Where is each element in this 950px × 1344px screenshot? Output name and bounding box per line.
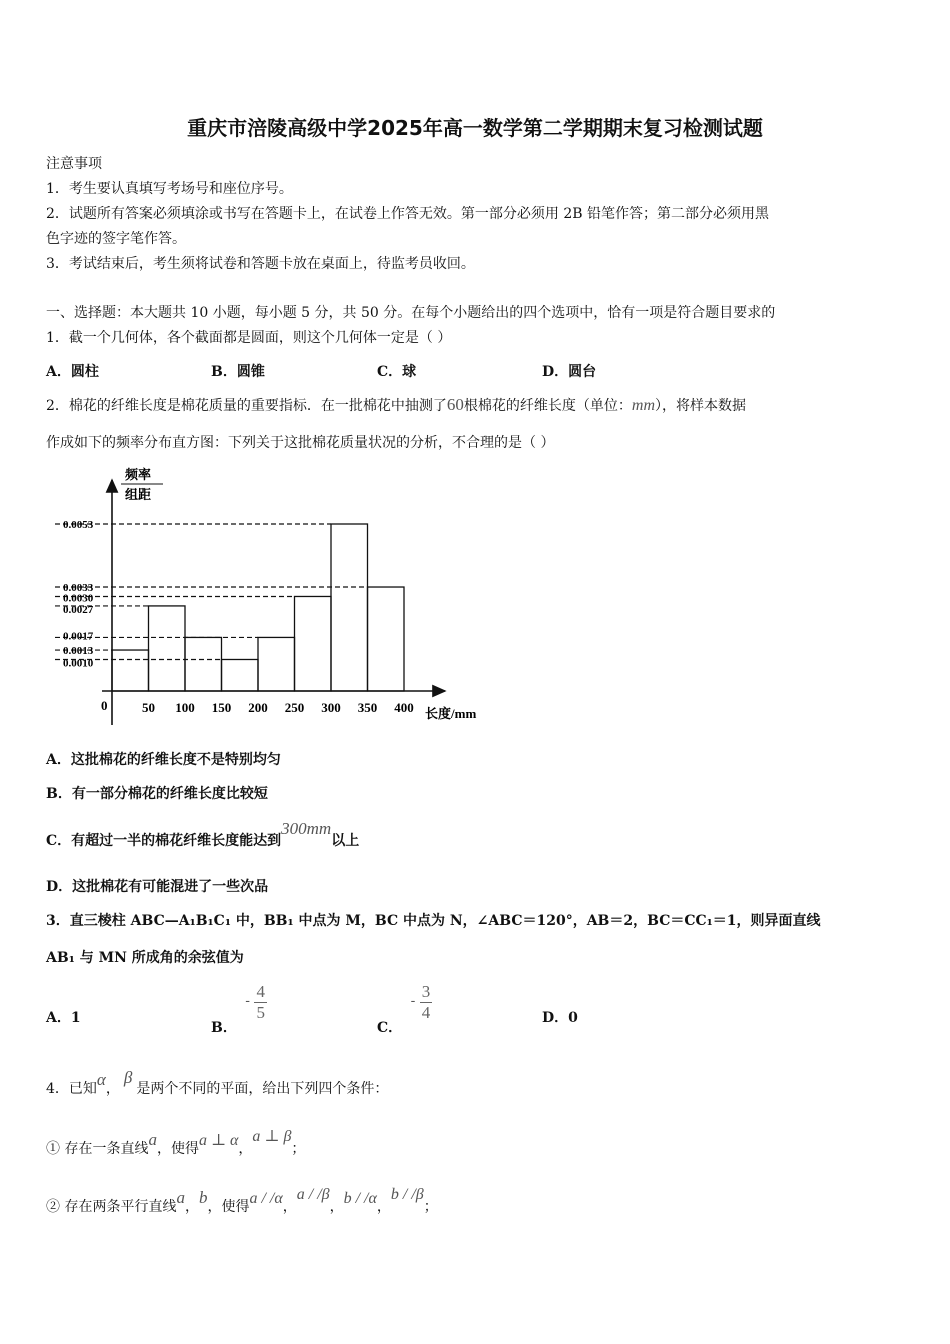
q1-option-d: D．圆台 — [542, 364, 597, 380]
q2-stem-line2: 作成如下的频率分布直方图：下列关于这批棉花质量状况的分析，不合理的是（ ） — [46, 435, 555, 451]
q3-option-b-fraction — [254, 982, 267, 1023]
histogram-bar — [149, 606, 186, 691]
q4-c2-end: ； — [423, 1199, 438, 1215]
y-label-top: 频率 — [125, 467, 152, 482]
q2-option-c-math: 300mm — [281, 819, 332, 838]
q3-option-c-numerator: 3 — [421, 982, 431, 1001]
q3-option-d: D．0 — [542, 1010, 578, 1026]
notice-item-3: 3．考试结束后，考生须将试卷和答题卡放在桌面上，待监考员收回。 — [46, 256, 475, 272]
notice-item-1: 1．考生要认真填写考场号和座位序号。 — [46, 181, 293, 197]
x-tick-label: 250 — [284, 700, 305, 715]
x-tick-label: 100 — [175, 700, 195, 715]
q4-c1-math-2: a ⊥ β — [252, 1128, 292, 1145]
q4-c2-math-1: a / /α — [249, 1190, 283, 1207]
y-label-bottom: 组距 — [125, 487, 152, 502]
q2-option-d: D．这批棉花有可能混进了一些次品 — [46, 879, 269, 895]
q4-intro-text: 4．已知 — [46, 1081, 97, 1097]
x-tick-label: 50 — [142, 700, 155, 715]
y-tick-label: 0.0017 — [63, 630, 94, 643]
q2-stem-b: 根棉花的纤维长度（单位： — [463, 398, 632, 414]
q4-beta: β — [123, 1068, 133, 1087]
q4-c2-math-2: a / /β — [296, 1186, 330, 1203]
q1-option-b: B．圆锥 — [211, 364, 265, 380]
q1-option-c: C．球 — [377, 364, 417, 380]
q3-stem-line1: 3．直三棱柱 ABC—A₁B₁C₁ 中，BB₁ 中点为 M，BC 中点为 N，∠ABC＝120°，AB＝2，BC＝CC₁＝1，则异面直线 — [46, 913, 821, 929]
q2-stem-c: ），将样本数据 — [655, 398, 747, 414]
notice-item-2: 2．试题所有答案必须填涂或书写在答题卡上，在试卷上作答无效。第一部分必须用 2B 铅笔作答；第二部分必须用黑 — [46, 206, 769, 222]
x-tick-label: 200 — [248, 700, 268, 715]
section-heading: 一、选择题：本大题共 10 小题，每小题 5 分，共 50 分。在每个小题给出的四个选项中，恰有一项是符合题目要求的 — [46, 305, 776, 321]
q4-intro-end: 是两个不同的平面，给出下列四个条件： — [136, 1081, 389, 1097]
x-tick-label: 300 — [321, 700, 341, 715]
histogram-chart — [55, 462, 495, 732]
q2-option-b: B．有一部分棉花的纤维长度比较短 — [46, 786, 268, 802]
q2-option-c — [46, 819, 360, 850]
q4-intro — [46, 1068, 389, 1098]
q4-c2-b: b — [198, 1188, 208, 1207]
x-tick-label: 150 — [211, 700, 232, 715]
q4-c1-end: ； — [291, 1141, 306, 1157]
q4-comma: ， — [105, 1081, 120, 1097]
q1-stem: 1．截一个几何体，各个截面都是圆面，则这个几何体一定是（ ） — [46, 330, 452, 346]
q4-c2-mid: ，使得 — [207, 1199, 250, 1215]
histogram-bar — [368, 587, 405, 691]
q2-stem-a: 2．棉花的纤维长度是棉花质量的重要指标．在一批棉花中抽测了 — [46, 398, 447, 414]
q3-option-b-numerator: 4 — [256, 982, 265, 1001]
q4-alpha: α — [96, 1070, 106, 1089]
x-tick-label: 400 — [394, 700, 414, 715]
q4-condition-2: ② 存在两条平行直线a，b，使得a / /α，a / /β，b / /α，b / /β； — [46, 1186, 438, 1215]
q3-option-b-denominator: 5 — [256, 1003, 265, 1022]
q4-c2-math-4: b / /β — [390, 1186, 424, 1203]
histogram-bar — [331, 524, 368, 691]
q3-option-b — [211, 982, 267, 1036]
q3-option-a: A．1 — [46, 1010, 81, 1026]
origin-label: 0 — [101, 698, 108, 713]
q4-c1-a: a — [148, 1130, 157, 1149]
q3-option-c-label: C． — [377, 1019, 403, 1036]
y-tick-label: 0.0033 — [63, 582, 94, 595]
q2-option-c-text: C．有超过一半的棉花纤维长度能达到 — [46, 833, 282, 849]
q2-option-a: A．这批棉花的纤维长度不是特别均匀 — [46, 752, 281, 768]
notice-heading: 注意事项 — [46, 156, 102, 172]
q3-option-c — [377, 982, 432, 1036]
q2-unit: mm — [631, 397, 656, 414]
q3-option-c-sign: - — [410, 992, 416, 1009]
y-tick-label: 0.0013 — [63, 645, 94, 658]
histogram-bar — [258, 637, 295, 691]
q4-c1-mid: ，使得 — [156, 1141, 199, 1157]
notice-item-2-cont: 色字迹的签字笔作答。 — [46, 231, 186, 247]
q2-stem-line1 — [46, 395, 746, 415]
histogram-bar — [295, 596, 332, 691]
q4-condition-1: ① 存在一条直线a，使得a ⊥ α，a ⊥ β； — [46, 1128, 306, 1157]
q3-option-b-sign: - — [245, 992, 251, 1009]
q1-option-a: A．圆柱 — [46, 364, 99, 380]
q2-option-c-end: 以上 — [331, 833, 360, 849]
page-title: 重庆市涪陵高级中学2025年高一数学第二学期期末复习检测试题 — [187, 116, 763, 140]
x-axis-label: 长度/mm — [425, 706, 477, 721]
q3-option-b-label: B． — [211, 1019, 237, 1036]
y-tick-label: 0.0010 — [63, 657, 94, 670]
y-tick-label: 0.0053 — [63, 519, 94, 531]
q4-c2-a: a — [176, 1188, 185, 1207]
histogram-bar — [222, 659, 259, 691]
q4-c1-math-1: a ⊥ α — [198, 1132, 239, 1149]
histogram-bar — [112, 650, 149, 691]
q2-sample-count: 60 — [446, 395, 464, 414]
x-tick-label: 350 — [357, 700, 378, 715]
y-tick-label: 0.0027 — [63, 603, 94, 616]
q4-c1-text: ① 存在一条直线 — [46, 1141, 149, 1157]
histogram-bar — [185, 637, 222, 691]
q3-option-c-denominator: 4 — [421, 1003, 431, 1022]
q4-c2-text: ② 存在两条平行直线 — [46, 1199, 177, 1215]
q4-c2-math-3: b / /α — [343, 1190, 377, 1207]
q3-option-c-fraction — [420, 982, 433, 1023]
y-tick-label: 0.0030 — [63, 592, 94, 605]
q3-stem-line2: AB₁ 与 MN 所成角的余弦值为 — [46, 950, 244, 966]
